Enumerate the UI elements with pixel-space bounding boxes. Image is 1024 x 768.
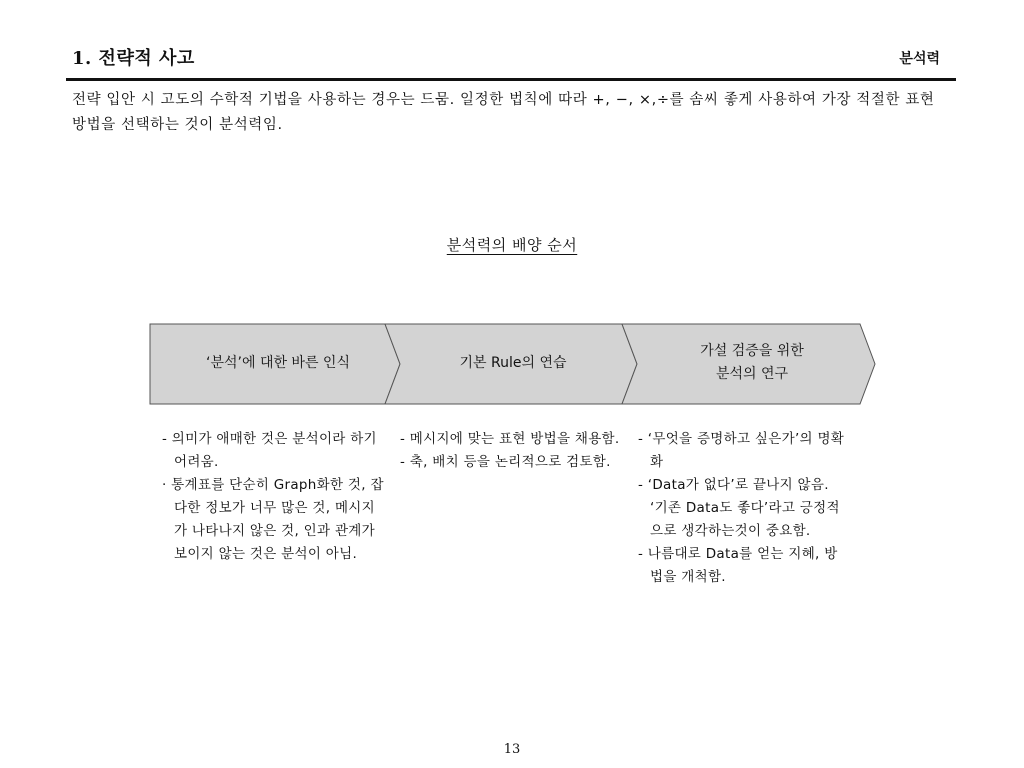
column-3 <box>636 428 850 589</box>
process-flow <box>148 322 878 406</box>
flow-heading-wrap <box>0 234 1024 255</box>
header-rule <box>66 78 956 81</box>
column-1-item: - 의미가 애매한 것은 분석이라 하기 어려움. <box>162 431 377 470</box>
column-3-item: - ‘무엇을 증명하고 싶은가’의 명확화 <box>638 431 845 470</box>
column-3-item: - ‘Data가 없다’로 끝나지 않음. ‘기존 Data도 좋다’라고 긍정적으로 생각하는것이 중요함. <box>638 477 840 539</box>
column-1 <box>160 428 386 566</box>
column-2-item: - 메시지에 맞는 표현 방법을 채용함. <box>400 431 620 447</box>
page-number: 13 <box>503 742 521 757</box>
intro-paragraph: 전략 입안 시 고도의 수학적 기법을 사용하는 경우는 드뭄. 일정한 법칙에 따라 +, −, ×,÷를 솜씨 좋게 사용하여 가장 적절한 표현 방법을 선택하는 것이 분석력임. <box>72 92 935 133</box>
flow-heading: 분석력의 배양 순서 <box>446 236 578 254</box>
slide-title: 1. 전략적 사고 <box>72 48 195 69</box>
step-1-label: ‘분석’에 대한 바른 인식 <box>206 354 350 371</box>
column-2-item: - 축, 배치 등을 논리적으로 검토함. <box>400 454 611 470</box>
step-2-label: 기본 Rule의 연습 <box>459 354 567 371</box>
step-3-label: 가설 검증을 위한 분석의 연구 <box>700 343 804 382</box>
column-3-item: - 나름대로 Data를 얻는 지혜, 방법을 개척함. <box>638 546 838 585</box>
column-2 <box>398 428 620 474</box>
section-tag: 분석력 <box>899 51 940 67</box>
column-1-item: · 통계표를 단순히 Graph화한 것, 잡다한 정보가 너무 많은 것, 메시지가 나타나지 않은 것, 인과 관계가 보이지 않는 것은 분석이 아님. <box>162 477 384 562</box>
